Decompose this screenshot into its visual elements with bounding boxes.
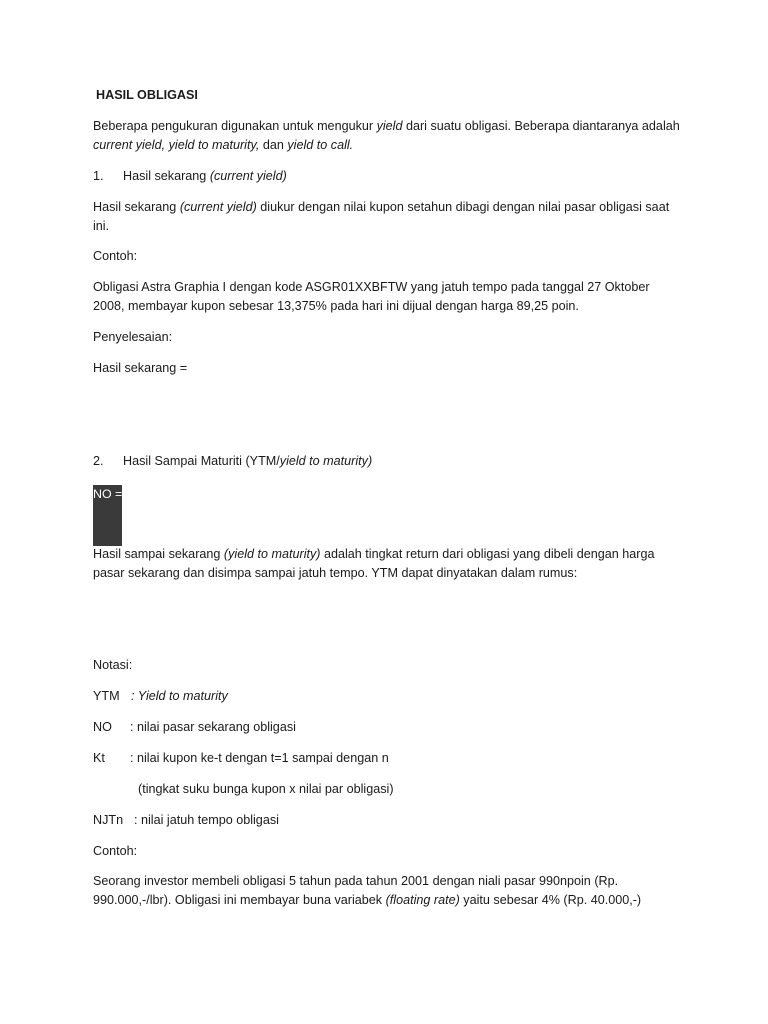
- section2-heading-italic: yield to maturity): [279, 454, 373, 468]
- notation-no: [93, 718, 683, 737]
- section1-formula-label: Hasil sekarang =: [93, 361, 188, 375]
- section1-solution-label: Penyelesaian:: [93, 330, 173, 344]
- notation-key: NJTn: [93, 813, 124, 827]
- formula-placeholder-box: [93, 485, 122, 546]
- page-title: HASIL OBLIGASI: [96, 88, 198, 102]
- section1-example-label: Contoh:: [93, 249, 138, 263]
- section2-desc-text: adalah tingkat return dari obligasi yang dibeli dengan harga pasar sekarang dan disimpa sampai jatuh tempo. YTM dapat dinyatakan dalam rumus:: [93, 547, 655, 580]
- notation-value: : nilai pasar sekarang obligasi: [130, 720, 296, 734]
- formula-box-label: NO =: [93, 487, 123, 501]
- intro-text: dan: [259, 138, 288, 152]
- section1-heading-italic: (current yield): [209, 169, 287, 183]
- notation-njtn: [93, 811, 683, 830]
- section1-desc-text: Hasil sekarang: [93, 200, 180, 214]
- intro-text: Beberapa pengukuran digunakan untuk mengukur: [93, 119, 377, 133]
- intro-italic: current yield, yield to maturity,: [93, 138, 260, 152]
- notation-value: : Yield to maturity: [131, 689, 228, 703]
- section2-number: 2.: [93, 454, 104, 468]
- example2-label: Contoh:: [93, 844, 138, 858]
- section2-desc-text: Hasil sampai sekarang: [93, 547, 224, 561]
- section1-desc-italic: (current yield): [179, 200, 257, 214]
- section1-heading-text: Hasil sekarang: [123, 169, 210, 183]
- section2-heading: [93, 452, 683, 471]
- notation-ytm: [93, 687, 683, 706]
- notation-kt: [93, 749, 683, 768]
- notation-label: Notasi:: [93, 658, 133, 672]
- intro-text: dari suatu obligasi. Beberapa diantaranya adalah: [402, 119, 680, 133]
- example2-text-part: yaitu sebesar 4% (Rp. 40.000,-): [459, 893, 642, 907]
- notation-key: NO: [93, 720, 112, 734]
- section1-description: [93, 198, 683, 236]
- example2-text: [93, 872, 683, 910]
- notation-value: : nilai kupon ke-t dengan t=1 sampai dengan n: [130, 751, 389, 765]
- section1-example-text: Obligasi Astra Graphia I dengan kode ASGR01XXBFTW yang jatuh tempo pada tanggal 27 Oktober 2008, membayar kupon sebesar 13,375% pada hari ini dijual dengan harga 89,25 poin.: [93, 280, 650, 313]
- notation-key: Kt: [93, 751, 105, 765]
- intro-paragraph: [93, 117, 683, 155]
- example2-text-part: Seorang investor membeli obligasi 5 tahun pada tahun 2001 dengan niali pasar 990npoin (Rp. 990.000,-/lbr). Obligasi ini membayar buna variabek: [93, 874, 619, 907]
- section2-description: [93, 545, 683, 583]
- notation-value: : nilai jatuh tempo obligasi: [134, 813, 279, 827]
- intro-italic: yield to call.: [287, 138, 354, 152]
- intro-italic: yield: [376, 119, 403, 133]
- section1-number: 1.: [93, 169, 104, 183]
- section1-heading: [93, 167, 683, 186]
- notation-key: YTM: [93, 689, 120, 703]
- section1-desc-text: diukur dengan nilai kupon setahun dibagi dengan nilai pasar obligasi saat ini.: [93, 200, 670, 233]
- notation-kt-note: (tingkat suku bunga kupon x nilai par obligasi): [138, 782, 394, 796]
- section2-heading-text: Hasil Sampai Maturiti (YTM/: [123, 454, 280, 468]
- example2-italic: (floating rate): [385, 893, 460, 907]
- section2-desc-italic: (yield to maturity): [223, 547, 321, 561]
